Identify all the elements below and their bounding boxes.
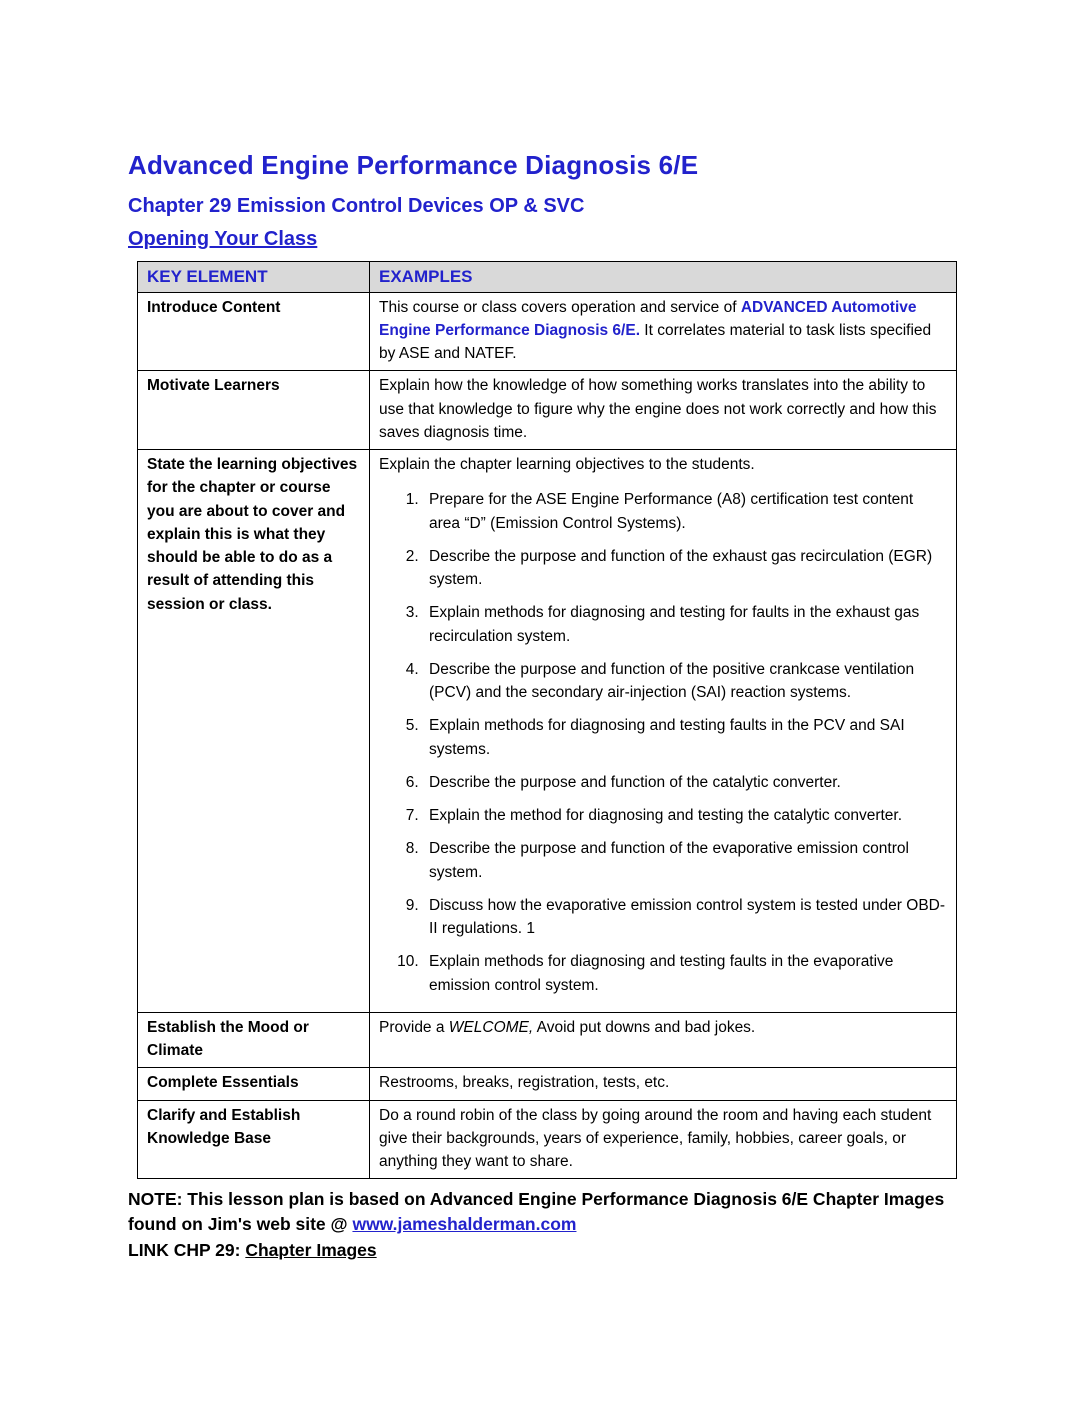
example-text: This course or class covers operation and service of	[379, 298, 741, 316]
table-header-row	[138, 262, 957, 293]
key-element-complete-essentials: Complete Essentials	[138, 1068, 370, 1100]
objectives-list	[379, 488, 947, 997]
key-element-learning-objectives: State the learning objectives for the chapter or course you are about to cover and explain this is what they should be able to do as a result of attending this session or class.	[138, 450, 370, 1013]
book-title-highlight: ADVANCED Automotive Engine Performance Diagnosis 6/E.	[379, 298, 917, 339]
example-introduce-content	[370, 292, 957, 371]
example-mood-climate	[370, 1012, 957, 1068]
objective-item: 3. Explain methods for diagnosing and testing for faults in the exhaust gas recirculation system.	[423, 601, 947, 648]
objective-item: 1. Prepare for the ASE Engine Performance (A8) certification test content area “D” (Emission Control Systems).	[423, 488, 947, 535]
objective-item: 5. Explain methods for diagnosing and testing faults in the PCV and SAI systems.	[423, 714, 947, 761]
welcome-emphasis: WELCOME,	[448, 1018, 534, 1036]
chapter-images-link[interactable]: Chapter Images	[245, 1240, 377, 1261]
example-learning-objectives	[370, 450, 957, 1013]
key-element-motivate-learners: Motivate Learners	[138, 371, 370, 450]
objective-item: 10. Explain methods for diagnosing and testing faults in the evaporative emission control system.	[423, 950, 947, 997]
table-row-motivate-learners	[138, 371, 957, 450]
objective-item: 8. Describe the purpose and function of the evaporative emission control system.	[423, 837, 947, 884]
objective-item: 4. Describe the purpose and function of the positive crankcase ventilation (PCV) and the secondary air-injection (SAI) reaction systems.	[423, 658, 947, 705]
column-header-examples: EXAMPLES	[370, 262, 957, 293]
key-element-mood-climate: Establish the Mood or Climate	[138, 1012, 370, 1068]
footer-link-line	[128, 1238, 960, 1263]
example-text: It correlates material to task lists specified by ASE and NATEF.	[379, 321, 932, 362]
lesson-plan-table	[137, 261, 957, 1179]
example-knowledge-base: Do a round robin of the class by going around the room and having each student give their backgrounds, years of experience, family, hobbies, career goals, or anything they want to share.	[370, 1100, 957, 1179]
key-element-introduce-content: Introduce Content	[138, 292, 370, 371]
objective-item: 9. Discuss how the evaporative emission control system is tested under OBD-II regulations. 1	[423, 894, 947, 941]
link-label: LINK CHP 29:	[128, 1240, 246, 1261]
chapter-heading: Chapter 29 Emission Control Devices OP & SVC	[128, 195, 585, 217]
note-text: NOTE: This lesson plan is based on Advanced Engine Performance Diagnosis 6/E Chapter Images found on Jim's web site @	[128, 1189, 945, 1234]
objective-item: 7. Explain the method for diagnosing and testing the catalytic converter.	[423, 804, 947, 827]
table-row-knowledge-base	[138, 1100, 957, 1179]
example-text: Avoid put downs and bad jokes.	[533, 1018, 756, 1036]
example-complete-essentials: Restrooms, breaks, registration, tests, etc.	[370, 1068, 957, 1100]
objective-item: 2. Describe the purpose and function of the exhaust gas recirculation (EGR) system.	[423, 545, 947, 592]
objective-item: 6. Describe the purpose and function of the catalytic converter.	[423, 771, 947, 794]
table-row-complete-essentials	[138, 1068, 957, 1100]
page-title: Advanced Engine Performance Diagnosis 6/E	[128, 150, 699, 180]
example-motivate-learners: Explain how the knowledge of how something works translates into the ability to use that knowledge to figure why the engine does not work correctly and how this saves diagnosis time.	[370, 371, 957, 450]
key-element-knowledge-base: Clarify and Establish Knowledge Base	[138, 1100, 370, 1179]
column-header-key-element: KEY ELEMENT	[138, 262, 370, 293]
website-link[interactable]: www.jameshalderman.com	[352, 1213, 577, 1234]
table-row-learning-objectives	[138, 450, 957, 1013]
table-row-introduce-content	[138, 292, 957, 371]
objectives-intro: Explain the chapter learning objectives to the students.	[379, 456, 755, 473]
example-text: Provide a	[379, 1018, 449, 1036]
footer-note	[128, 1187, 968, 1236]
table-row-mood-climate	[138, 1012, 957, 1068]
section-heading: Opening Your Class	[128, 228, 318, 250]
